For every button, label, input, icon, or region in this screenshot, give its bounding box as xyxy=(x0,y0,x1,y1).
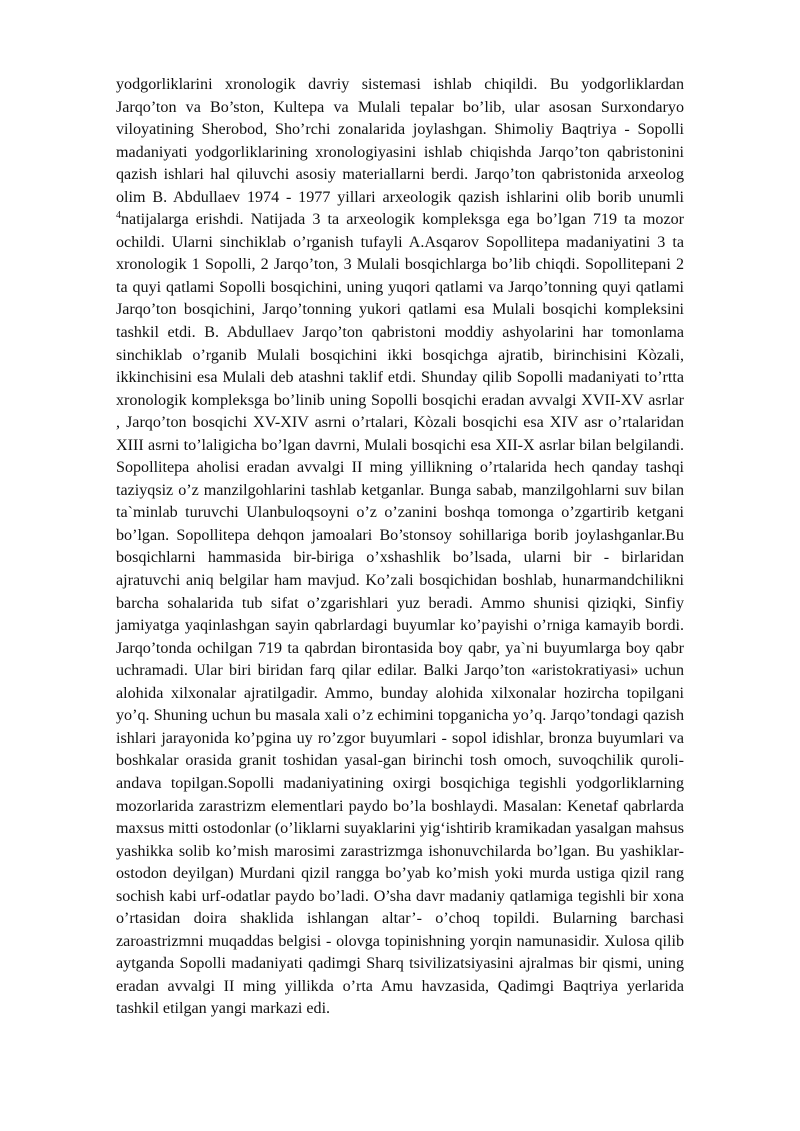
document-page xyxy=(116,74,684,1021)
body-paragraph xyxy=(116,74,684,1021)
footnote-marker: 4 xyxy=(116,210,121,222)
paragraph-text-part-1: yodgorliklarini xronologik davriy sistemasi ishlab chiqildi. Bu yodgorliklardan Jarqo’ton va Bo’ston, Kultepa va Mulali tepalar bo’lib, ular asosan Surxondaryo viloyatining Sherobod, Sho’rchi zonalarida joylashgan. Shimoliy Baqtriya - Sopolli madaniyati yodgorliklarining xronologiyasini ishlab chiqishda Jarqo’ton qabristonini qazish ishlari hal qiluvchi asosiy materiallarni berdi. Jarqo’ton qabristonida arxeolog olim B. Abdullaev 1974 - 1977 yillari arxeologik qazish ishlarini olib borib unumli xyxy=(116,76,684,206)
paragraph-text-part-2: natijalarga erishdi. Natijada 3 ta arxeologik kompleksga ega bo’lgan 719 ta mozor ochildi. Ularni sinchiklab o’rganish tufayli A.Asqarov Sopollitepa madaniyatini 3 ta xronologik 1 Sopolli, 2 Jarqo’ton, 3 Mulali bosqichlarga bo’lib chiqdi. Sopollitepani 2 ta quyi qatlami Sopolli bosqichini, uning yuqori qatlami va Jarqo’tonning quyi qatlami Jarqo’ton bosqichini, Jarqo’tonning yukori qatlami esa Mulali bosqichi kompleksini tashkil etdi. B. Abdullaev Jarqo’ton qabristoni moddiy ashyolarini har tomonlama sinchiklab o’rganib Mulali bosqichini ikki bosqichga ajratib, birinchisini Kòzali, ikkinchisini esa Mulali deb atashni taklif etdi. Shunday qilib Sopolli madaniyati to’rtta xronologik kompleksga bo’linib uning Sopolli bosqichi eradan avvalgi XVII-XV asrlar , Jarqo’ton bosqichi XV-XIV asrni o’rtalari, Kòzali bosqichi esa XIV asr o’rtalaridan XIII asrni to’laligicha bo’lgan davrni, Mulali bosqichi esa XII-X asrlar bilan belgilandi. Sopollitepa aholisi eradan avvalgi II ming yillikning o’rtalarida hech qanday tashqi taziyqsiz o’z manzilgohlarini tashlab ketganlar. Bunga sabab, manzilgohlarni suv bilan ta`minlab turuvchi Ulanbuloqsoyni o’z o’zanini boshqa tomonga o’zgartirib ketgani bo’lgan. Sopollitepa dehqon jamoalari Bo’stonsoy sohillariga borib joylashganlar.Bu bosqichlarni hammasida bir-biriga o’xshashlik bo’lsada, ularni bir - birlaridan ajratuvchi aniq belgilar ham mavjud. Ko’zali bosqichidan boshlab, hunarmandchilikni barcha sohalarida tub sifat o’zgarishlari yuz beradi. Ammo shunisi qiziqki, Sinfiy jamiyatga yaqinlashgan sayin qabrlardagi buyumlar ko’payishi o’rniga kamayib bordi. Jarqo’tonda ochilgan 719 ta qabrdan birontasida boy qabr, ya`ni buyumlarga boy qabr uchramadi. Ular biri biridan farq qilar edilar. Balki Jarqo’ton «aristokratiyasi» uchun alohida xilxonalar ajratilgadir. Ammo, bunday alohida xilxonalar hozircha topilgani yo’q. Shuning uchun bu masala xali o’z echimini topganicha yo’q. Jarqo’tondagi qazish ishlari jarayonida ko’pgina uy ro’zgor buyumlari - sopol idishlar, bronza buyumlari va boshkalar orasida granit toshidan yasal-gan birinchi tosh omoch, suvoqchilik quroli-andava topilgan.Sopolli madaniyatining oxirgi bosqichiga tegishli yodgorliklarning mozorlarida zarastrizm elementlari paydo bo’la boshlaydi. Masalan: Kenetaf qabrlarda maxsus mitti ostodonlar (o’liklarni suyaklarini yig‘ishtirib kramikadan yasalgan mahsus yashikka solib ko’mish marosimi zarastrizmga ishonuvchilarda bo’lgan. Bu yashiklar-ostodon deyilgan) Murdani qizil rangga bo’yab ko’mish yoki murda ustiga qizil rang sochish kabi urf-odatlar paydo bo’ladi. O’sha davr madaniy qatlamiga tegishli bir xona o’rtasidan doira shaklida ishlangan altar’- o’choq topildi. Bularning barchasi zaroastrizmni muqaddas belgisi - olovga topinishning yorqin namunasidir. Xulosa qilib aytganda Sopolli madaniyati qadimgi Sharq tsivilizatsiyasini ajralmas bir qismi, uning eradan avvalgi II ming yillikda o’rta Amu havzasida, Qadimgi Baqtriya yerlarida tashkil etilgan yangi markazi edi. xyxy=(116,211,684,1018)
